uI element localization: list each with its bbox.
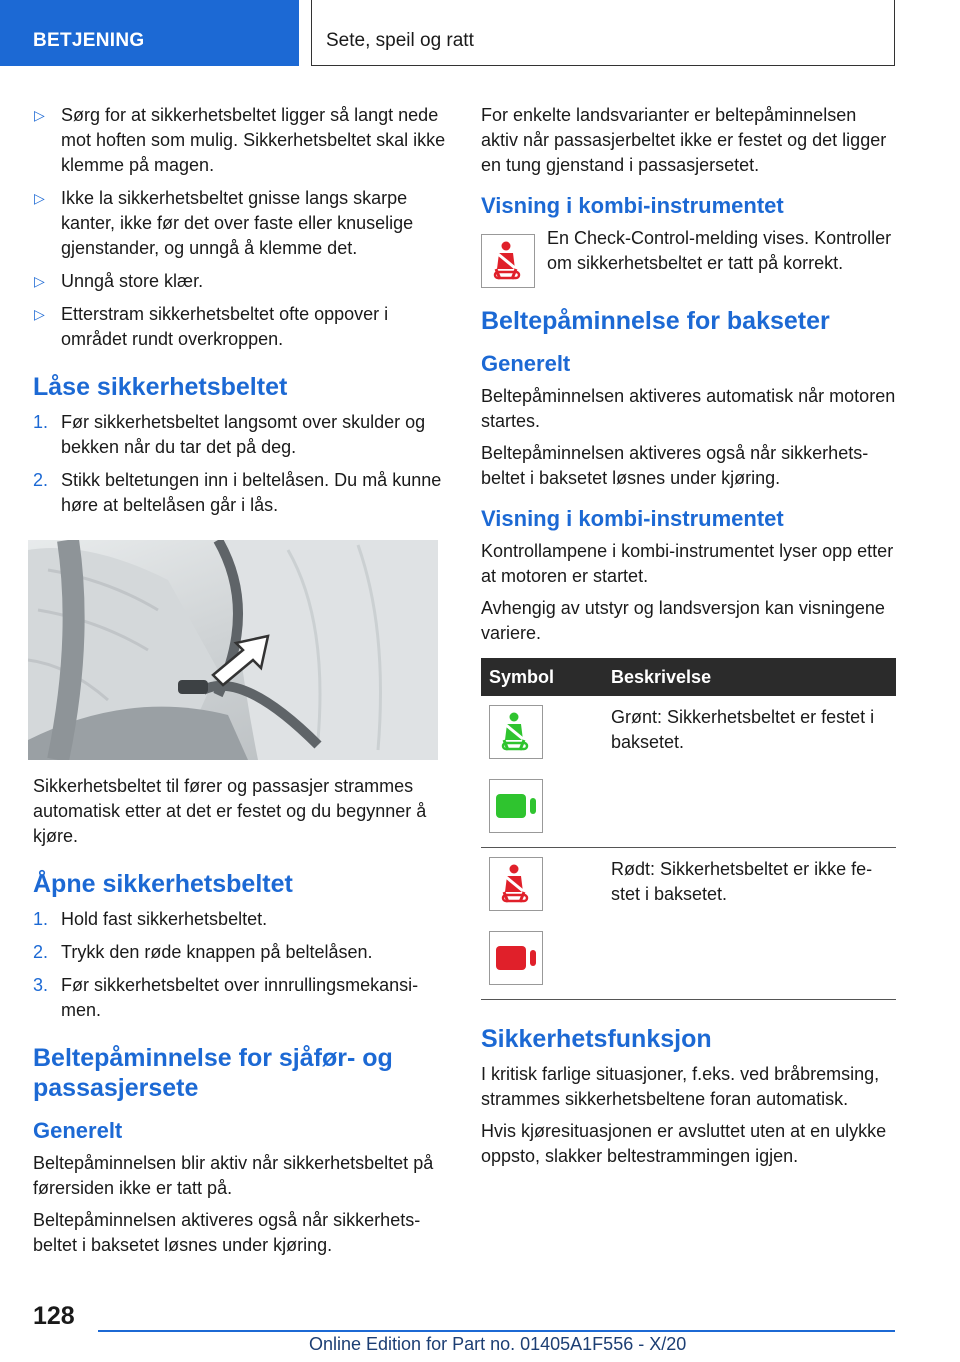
column-header: Symbol [481,658,603,696]
list-item: 1. Hold fast sikkerhetsbeltet. [33,909,268,929]
list-item: 3. Før sikkerhetsbeltet over innrullingsmekansimen. [33,975,419,1020]
rear-reminder-heading: Beltepåminnelse for bakseter [481,307,830,335]
section-tab: BETJENING [0,0,299,66]
edition-link[interactable]: Online Edition for Part no. 01405A1F556 - X/20 [309,1334,687,1354]
left-column [33,103,448,1265]
list-item: ▷ Etterstram sikkerhetsbeltet ofte oppover i området rundt overkroppen. [34,304,389,349]
right-column [481,103,896,1176]
display-heading: Visning i kombi-instrumentet [481,193,784,218]
table-row [481,696,896,848]
safety-heading: Sikkerhetsfunksjon [481,1025,712,1053]
paragraph: Hvis kjøresituasjonen er avsluttet uten at en ulykke oppsto, slakker beltestrammingen igjen. [481,1121,887,1166]
row-description: Grønt: Sikkerhetsbeltet er festet i baksetet. [603,696,896,848]
paragraph: Kontrollampene i kombi-instrumentet lyser opp etter at motoren er startet. [481,541,894,586]
list-item: ▷ Unngå store klær. [33,269,448,294]
rear-seat-red-indicator-icon [489,931,543,985]
paragraph: Beltepåminnelsen aktiveres også når sikkerhetsbeltet i baksetet løsnes under kjøring. [481,443,869,488]
photo-caption: Sikkerhetsbeltet til fører og passasjer strammes automatisk etter at det er festet og du begynner å kjøre. [33,776,427,846]
paragraph: Beltepåminnelsen aktiveres også når sikkerhetsbeltet i baksetet løsnes under kjøring. [33,1210,421,1255]
general-heading: Generelt [33,1118,123,1143]
open-steps [33,907,448,1023]
seatbelt-warning-icon [481,234,535,288]
lock-heading: Låse sikkerhetsbeltet [33,373,288,401]
safety-bullet-list [33,103,448,352]
footer-divider [98,1330,895,1332]
column-header: Beskrivelse [603,658,896,696]
table-row [481,848,896,1000]
list-item: 1. Før sikkerhetsbeltet langsomt over skulder og bekken når du tar det på deg. [33,412,426,457]
display-heading: Visning i kombi-instrumentet [481,506,784,531]
seatbelt-buckle-photo [28,540,438,760]
lock-steps [33,410,448,518]
triangle-bullet-icon: ▷ [34,273,45,289]
row-description: Rødt: Sikkerhetsbeltet er ikke festet i baksetet. [603,848,896,1000]
page-number: 128 [33,1302,75,1330]
list-item: 2. Trykk den røde knappen på beltelåsen. [33,942,373,962]
seat-illustration [28,540,438,760]
list-item: ▷ Sørg for at sikkerhetsbeltet ligger så langt nede mot hoften som mulig. Sikkerhetsbeltet skal ikke klemme på magen. [34,105,446,175]
triangle-bullet-icon: ▷ [34,190,45,206]
paragraph: Beltepåminnelsen aktiveres automatisk når motoren startes. [481,386,896,431]
paragraph: I kritisk farlige situasjoner, f.eks. ved bråbremsing, strammes sikkerhetsbeltene foran automatisk. [481,1064,880,1109]
page-header [0,0,960,66]
seatbelt-red-icon [489,857,543,911]
general-heading: Generelt [481,351,571,376]
open-heading: Åpne sikkerhetsbeltet [33,870,293,898]
chapter-title: Sete, speil og ratt [311,0,895,66]
paragraph: Beltepåminnelsen blir aktiv når sikkerhetsbeltet på førersiden ikke er tatt på. [33,1153,434,1198]
list-item: ▷ Ikke la sikkerhetsbeltet gnisse langs skarpe kanter, ikke før det over faste eller knuselige gjenstander, og unngå å klemme det. [34,188,414,258]
seatbelt-green-icon [489,705,543,759]
check-control-note: En Check-Control-melding vises. Kontroller om sikkerhetsbeltet er tatt på korrekt. [481,226,896,286]
triangle-bullet-icon: ▷ [34,306,45,322]
triangle-bullet-icon: ▷ [34,107,45,123]
page-footer [0,1300,960,1362]
symbol-table [481,658,896,1000]
list-item: 2. Stikk beltetungen inn i beltelåsen. Du må kunne høre at beltelåsen går i lås. [33,470,442,515]
paragraph: Avhengig av utstyr og landsversjon kan visningene variere. [481,598,885,643]
paragraph: For enkelte landsvarianter er beltepåminnelsen aktiv når passasjerbeltet ikke er festet og det ligger en tung gjenstand i passasjersetet. [481,105,887,175]
rear-seat-green-indicator-icon [489,779,543,833]
reminder-heading: Beltepåminnelse for sjåfør- og passasjersete [33,1044,393,1102]
